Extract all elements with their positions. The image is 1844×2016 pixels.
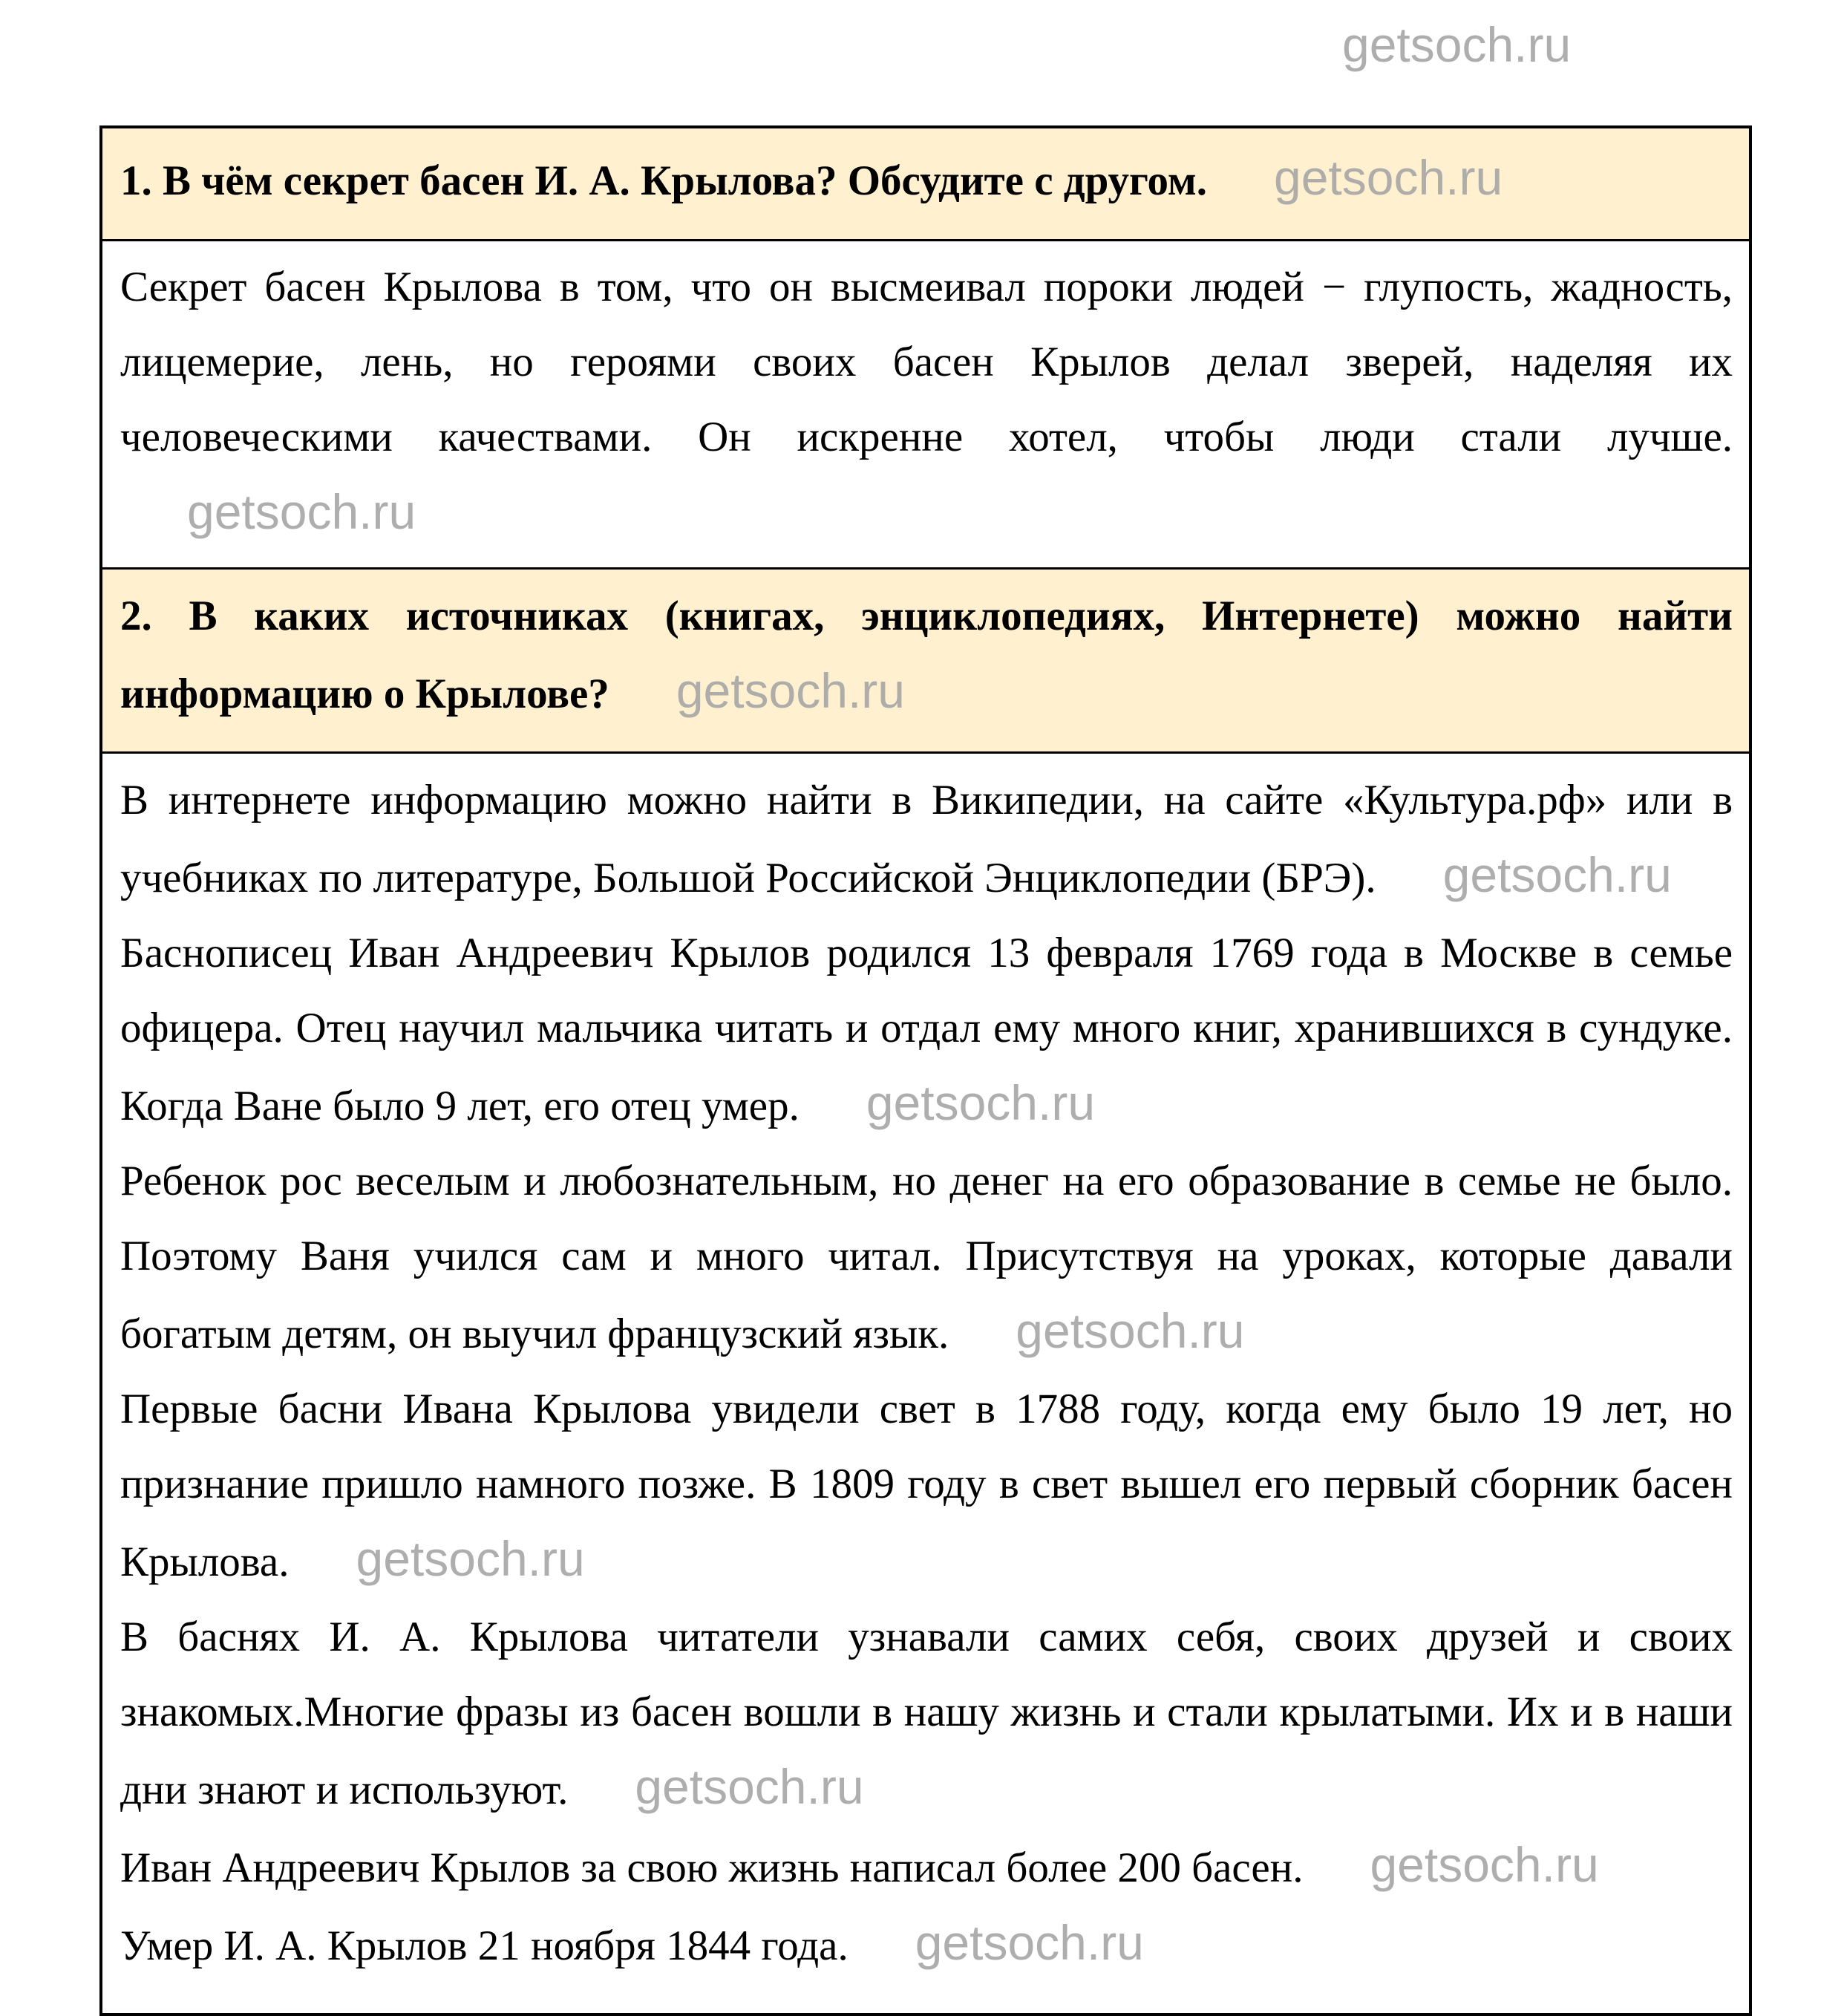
watermark: getsoch.ru — [1016, 1303, 1245, 1358]
answer-2-paragraph: В интернете информацию можно найти в Википедии, на сайте «Культура.рф» или в учебниках по литературе, Большой Российской Энциклопедии (БРЭ). — [120, 777, 1733, 901]
watermark: getsoch.ru — [915, 1915, 1144, 1970]
answer-1 — [120, 249, 1733, 552]
answer-2-block — [120, 1905, 1733, 1983]
watermark: getsoch.ru — [1442, 847, 1672, 902]
question-row-2 — [102, 570, 1749, 754]
answer-2-block — [120, 1827, 1733, 1905]
answer-row-1 — [102, 241, 1749, 570]
answer-2-block — [120, 916, 1733, 1144]
watermark: getsoch.ru — [356, 1531, 585, 1586]
question-1 — [120, 140, 1733, 218]
watermark: getsoch.ru — [187, 484, 416, 539]
answer-1-paragraph: Секрет басен Крылова в том, что он высмеивал пороки людей − глупость, жадность, лицемерие, лень, но героями своих басен Крылов делал зверей, наделяя их человеческими качествами. Он искренне хотел, чтобы люди стали лучше. — [120, 264, 1733, 460]
watermark: getsoch.ru — [1274, 150, 1503, 205]
answer-row-2 — [102, 754, 1749, 2013]
watermark: getsoch.ru — [635, 1759, 864, 1814]
answer-2-paragraph: Ребенок рос веселым и любознательным, но денег на его образование в семье не было. Поэтому Ваня учился сам и много читал. Присутствуя на уроках, которые давали богатым детям, он выучил французский язык. — [120, 1158, 1733, 1357]
answer-2-block — [120, 1599, 1733, 1827]
answer-2-paragraph: Баснописец Иван Андреевич Крылов родился 13 февраля 1769 года в Москве в семье офицера. Отец научил мальчика читать и отдал ему много книг, хранившихся в сундуке. Когда Ване было 9 лет, его отец умер. — [120, 930, 1733, 1129]
answer-2-block — [120, 1371, 1733, 1599]
watermark: getsoch.ru — [1370, 1837, 1599, 1892]
question-2 — [120, 578, 1733, 731]
watermark: getsoch.ru — [866, 1075, 1096, 1130]
answer-2-block — [120, 1144, 1733, 1371]
answer-2-paragraph: Иван Андреевич Крылов за свою жизнь написал более 200 басен. — [120, 1844, 1304, 1891]
watermark: getsoch.ru — [1342, 17, 1572, 72]
answer-2-block — [120, 763, 1733, 916]
answer-2-paragraph: В баснях И. А. Крылова читатели узнавали самих себя, своих друзей и своих знакомых.Многие фразы из басен вошли в нашу жизнь и стали крылатыми. Их и в наши дни знают и используют. — [120, 1614, 1733, 1813]
answer-2-paragraph: Первые басни Ивана Крылова увидели свет в 1788 году, когда ему было 19 лет, но признание пришло намного позже. В 1809 году в свет вышел его первый сборник басен Крылова. — [120, 1386, 1733, 1585]
question-2-text: 2. В каких источниках (книгах, энциклопедиях, Интернете) можно найти информацию о Крылове? — [120, 593, 1733, 717]
answer-2-paragraph: Умер И. А. Крылов 21 ноября 1844 года. — [120, 1922, 849, 1969]
question-1-text: 1. В чём секрет басен И. А. Крылова? Обсудите с другом. — [120, 157, 1207, 204]
question-row-1 — [102, 128, 1749, 241]
watermark: getsoch.ru — [676, 663, 905, 718]
qa-table — [99, 125, 1752, 2016]
